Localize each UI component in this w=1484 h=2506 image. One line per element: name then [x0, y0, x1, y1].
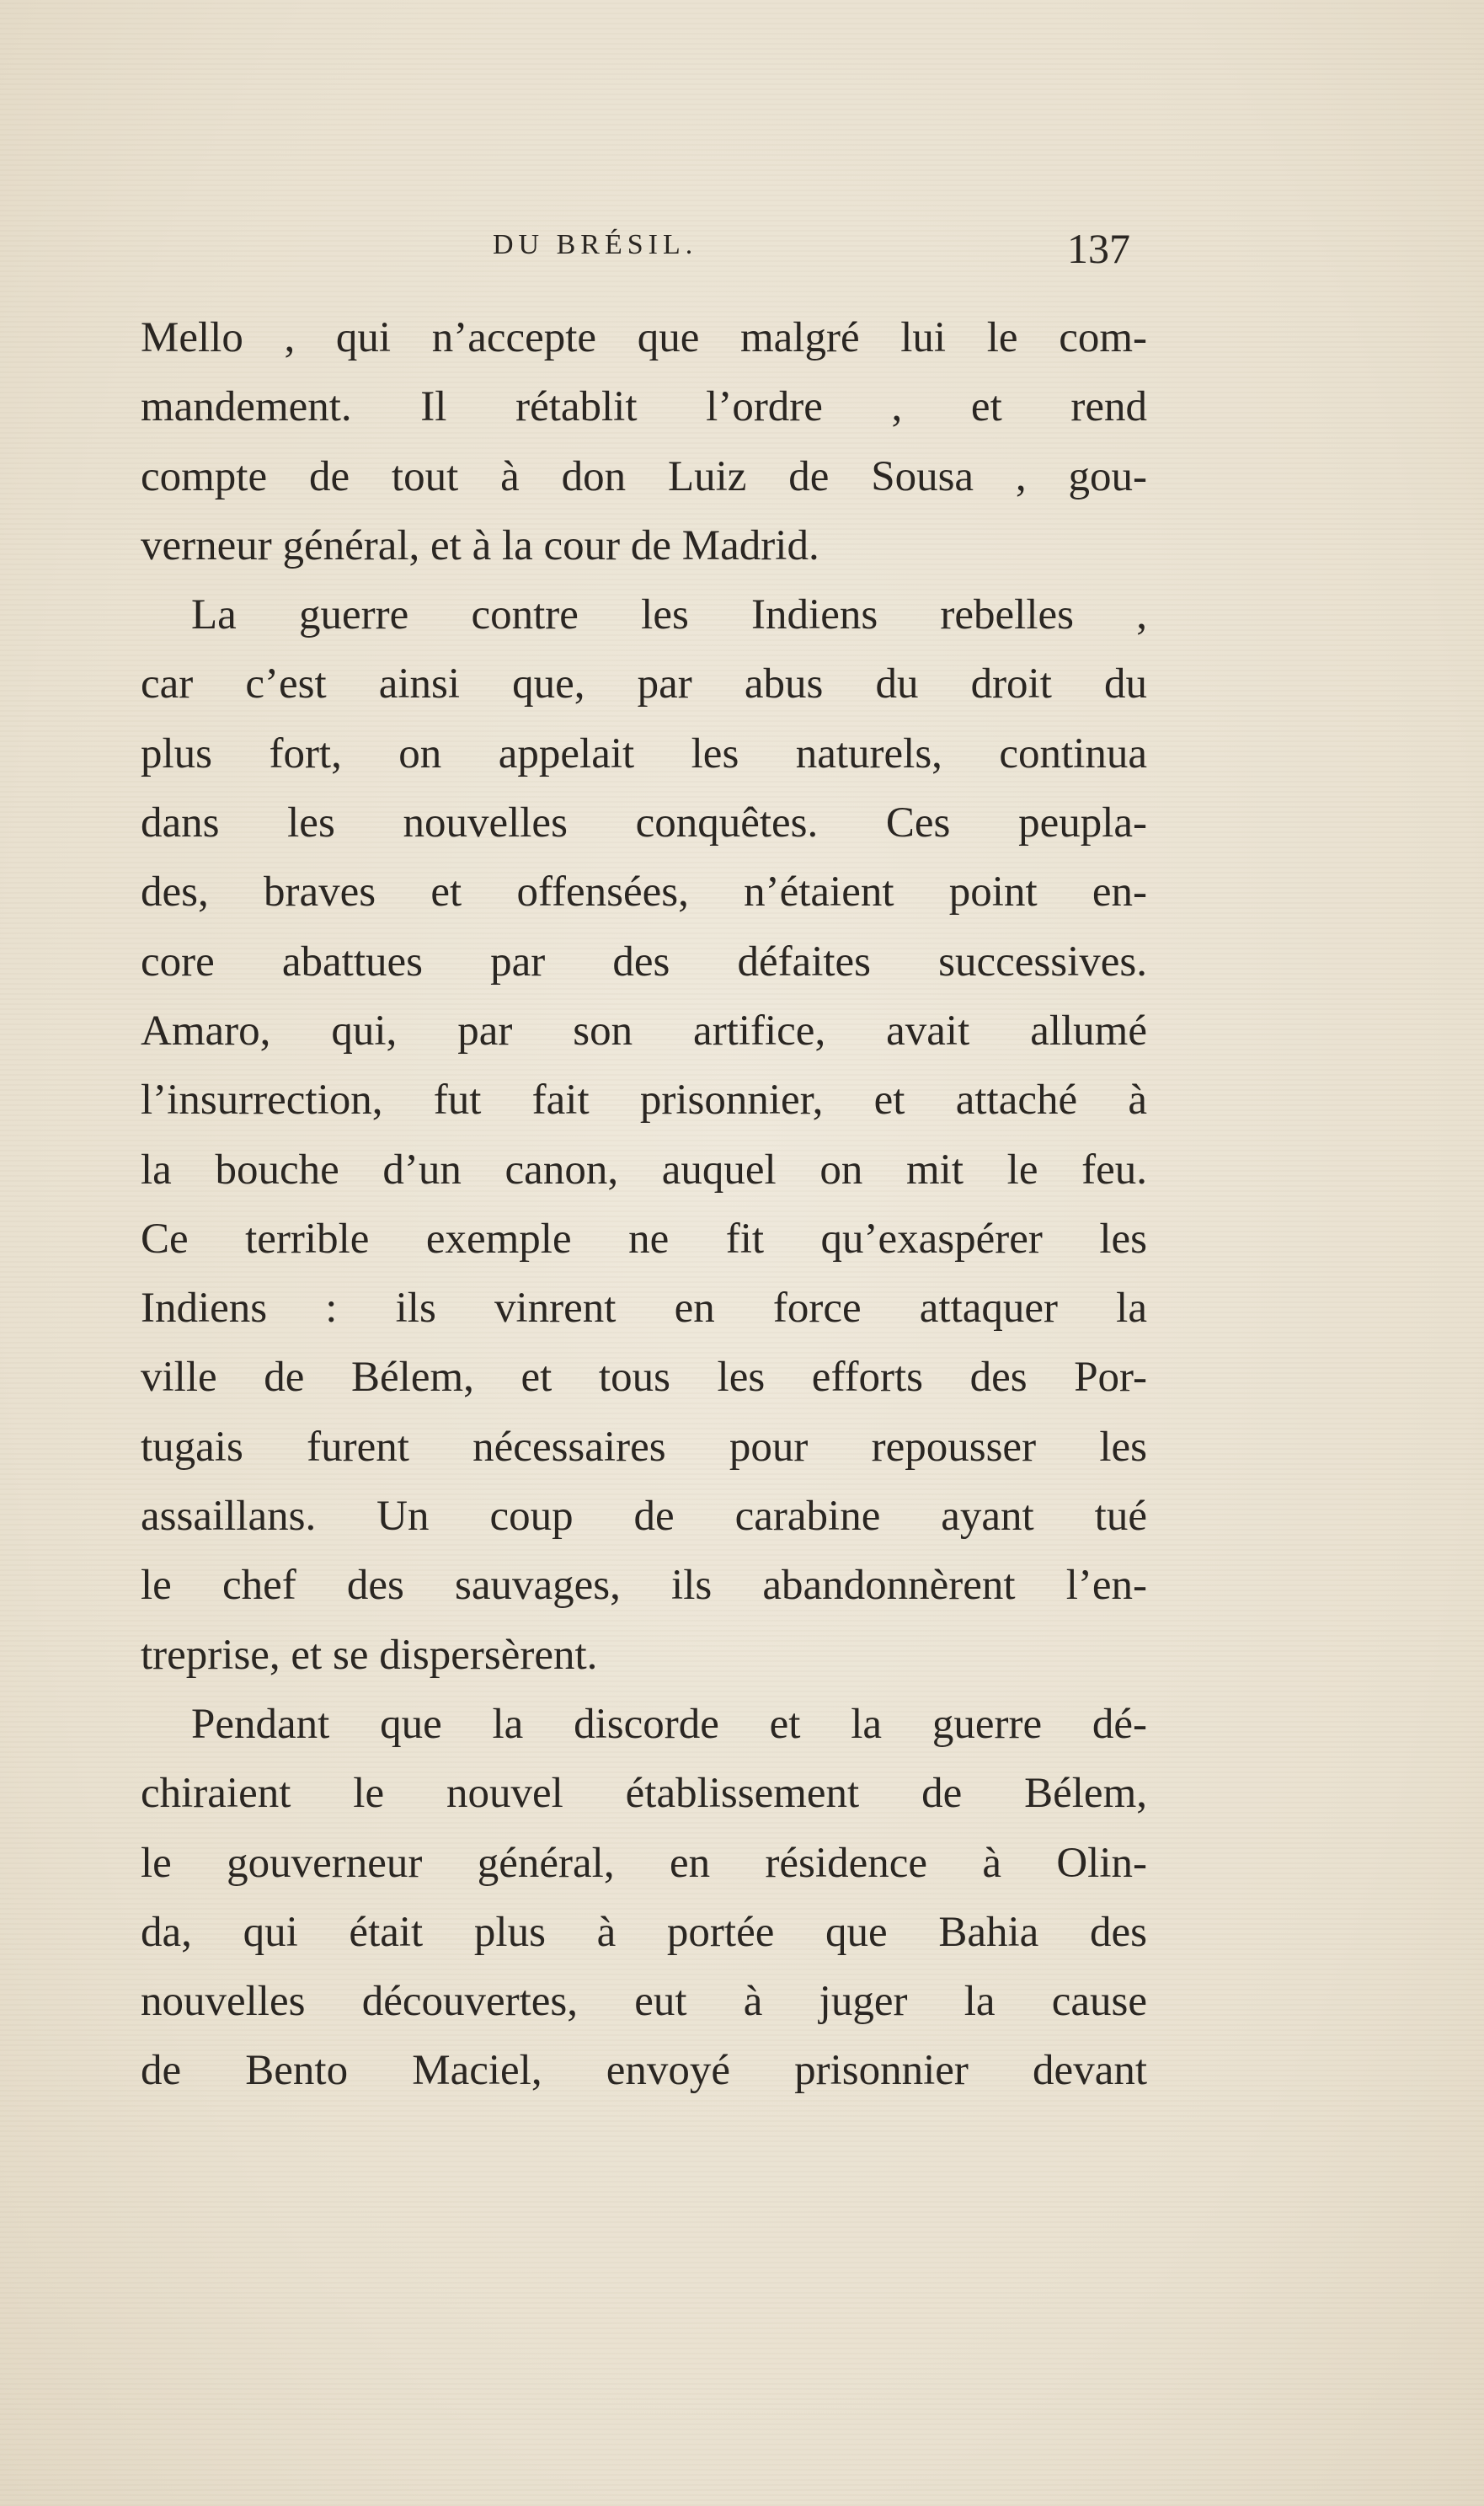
text-line: Mello , qui n’accepte que malgré lui le com-	[141, 314, 1147, 361]
text-line: tugais furent nécessaires pour repousser les	[141, 1423, 1147, 1471]
text-line: Indiens : ils vinrent en force attaquer la	[141, 1285, 1147, 1333]
text-line: compte de tout à don Luiz de Sousa , gou-	[141, 452, 1147, 500]
text-line: Ce terrible exemple ne fit qu’exaspérer les	[141, 1215, 1147, 1263]
text-line: assaillans. Un coup de carabine ayant tué	[141, 1493, 1147, 1541]
text-line: Pendant que la discorde et la guerre dé-	[191, 1700, 1147, 1748]
text-line: nouvelles découvertes, eut à juger la cause	[141, 1978, 1147, 2026]
text-line: car c’est ainsi que, par abus du droit du	[141, 660, 1147, 708]
text-line: chiraient le nouvel établissement de Bélem,	[141, 1770, 1147, 1818]
text-line: la bouche d’un canon, auquel on mit le feu.	[141, 1146, 1147, 1194]
text-line: treprise, et se dispersèrent.	[141, 1631, 598, 1679]
text-line: dans les nouvelles conquêtes. Ces peupla-	[141, 799, 1147, 847]
text-line: verneur général, et à la cour de Madrid.	[141, 521, 819, 569]
text-line: Amaro, qui, par son artifice, avait allumé	[141, 1007, 1147, 1055]
text-line: de Bento Maciel, envoyé prisonnier devant	[141, 2047, 1147, 2095]
text-line: ville de Bélem, et tous les efforts des Por-	[141, 1354, 1147, 1402]
body-text	[141, 303, 1147, 2106]
text-line: l’insurrection, fut fait prisonnier, et attaché à	[141, 1077, 1147, 1125]
text-line: da, qui était plus à portée que Bahia des	[141, 1908, 1147, 1956]
text-line: des, braves et offensées, n’étaient point en-	[141, 868, 1147, 916]
page-number: 137	[1067, 225, 1130, 272]
text-line: La guerre contre les Indiens rebelles ,	[191, 591, 1147, 639]
text-line: le gouverneur général, en résidence à Olin-	[141, 1839, 1147, 1887]
running-title: DU BRÉSIL.	[493, 229, 698, 260]
page-header	[141, 225, 1147, 280]
text-line: core abattues par des défaites successives.	[141, 938, 1147, 986]
text-line: plus fort, on appelait les naturels, continua	[141, 729, 1147, 777]
text-line: mandement. Il rétablit l’ordre , et rend	[141, 383, 1147, 431]
text-line: le chef des sauvages, ils abandonnèrent l’en-	[141, 1562, 1147, 1610]
